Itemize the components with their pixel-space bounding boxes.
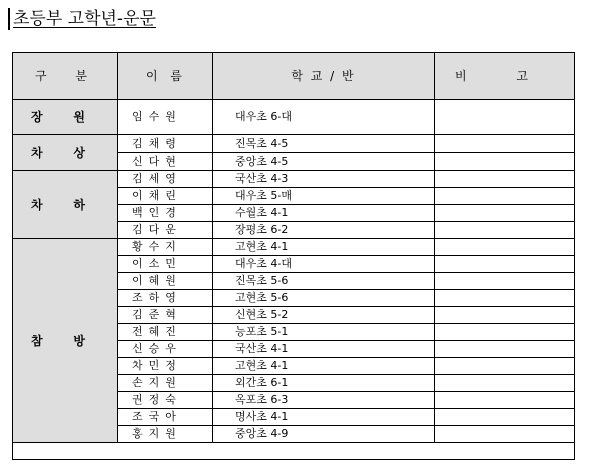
group-label-char: 하 [73, 197, 85, 212]
student-name: 손지원 [118, 375, 213, 392]
header-group-char-2: 분 [75, 69, 87, 83]
student-name: 임수원 [118, 100, 213, 135]
school-class: 옥포초 6-3 [213, 392, 435, 409]
school-class: 중앙초 4-5 [213, 153, 435, 171]
note-cell [435, 153, 575, 171]
student-name: 황수지 [118, 239, 213, 256]
header-note-char-2: 고 [516, 69, 528, 83]
school-class: 수월초 4-1 [213, 205, 435, 222]
group-label-char: 원 [73, 110, 85, 124]
group-label-cell [13, 100, 118, 135]
note-cell [435, 256, 575, 273]
empty-footer-row [13, 443, 575, 460]
note-cell [435, 392, 575, 409]
header-name-char-2: 름 [170, 69, 182, 83]
group-label-cell [13, 171, 118, 239]
student-name: 이혜원 [118, 273, 213, 290]
group-label-char: 차 [31, 197, 43, 212]
note-cell [435, 135, 575, 153]
school-class: 명사초 4-1 [213, 409, 435, 426]
header-row [13, 53, 575, 100]
group-label-char: 상 [73, 145, 85, 160]
roster-body [13, 100, 575, 443]
school-class: 대우초 4-대 [213, 256, 435, 273]
note-cell [435, 290, 575, 307]
page-title: 초등부 고학년-운문 [8, 8, 156, 30]
note-cell [435, 239, 575, 256]
note-cell [435, 324, 575, 341]
group-label-char: 장 [31, 110, 43, 124]
note-cell [435, 171, 575, 188]
header-name [118, 53, 213, 100]
student-name: 조국아 [118, 409, 213, 426]
student-name: 전혜진 [118, 324, 213, 341]
student-name: 신승우 [118, 341, 213, 358]
student-name: 조하영 [118, 290, 213, 307]
student-name: 김채령 [118, 135, 213, 153]
note-cell [435, 222, 575, 239]
table-row [13, 171, 575, 188]
group-label-char: 참 [31, 333, 43, 348]
header-group [13, 53, 118, 100]
note-cell [435, 409, 575, 426]
school-class: 신현초 5-2 [213, 307, 435, 324]
school-class: 진목초 5-6 [213, 273, 435, 290]
table-row [13, 239, 575, 256]
student-name: 백인경 [118, 205, 213, 222]
school-class: 대우초 5-매 [213, 188, 435, 205]
group-label-char: 방 [73, 333, 85, 348]
roster-table [12, 52, 575, 460]
header-school: 학 교 / 반 [213, 53, 435, 100]
student-name: 차민정 [118, 358, 213, 375]
school-class: 고현초 4-1 [213, 239, 435, 256]
student-name: 권정숙 [118, 392, 213, 409]
student-name: 김세영 [118, 171, 213, 188]
student-name: 신다현 [118, 153, 213, 171]
school-class: 진목초 4-5 [213, 135, 435, 153]
empty-footer-cell [13, 443, 575, 460]
school-class: 고현초 4-1 [213, 358, 435, 375]
school-class: 고현초 5-6 [213, 290, 435, 307]
note-cell [435, 375, 575, 392]
note-cell [435, 341, 575, 358]
note-cell [435, 426, 575, 443]
header-group-char-1: 구 [35, 69, 47, 83]
school-class: 외간초 6-1 [213, 375, 435, 392]
group-label-cell [13, 135, 118, 171]
note-cell [435, 307, 575, 324]
group-label-char: 차 [31, 145, 43, 160]
student-name: 이소민 [118, 256, 213, 273]
table-row [13, 100, 575, 135]
note-cell [435, 188, 575, 205]
header-note-char-1: 비 [455, 69, 467, 83]
header-name-char-1: 이 [146, 69, 158, 83]
school-class: 중앙초 4-9 [213, 426, 435, 443]
school-class: 국산초 4-1 [213, 341, 435, 358]
student-name: 김다운 [118, 222, 213, 239]
group-label-cell [13, 239, 118, 443]
header-note [435, 53, 575, 100]
student-name: 이채린 [118, 188, 213, 205]
note-cell [435, 358, 575, 375]
note-cell [435, 100, 575, 135]
student-name: 김준혁 [118, 307, 213, 324]
school-class: 국산초 4-3 [213, 171, 435, 188]
school-class: 대우초 6-대 [213, 100, 435, 135]
note-cell [435, 273, 575, 290]
school-class: 장평초 6-2 [213, 222, 435, 239]
table-row [13, 135, 575, 153]
note-cell [435, 205, 575, 222]
student-name: 홍지원 [118, 426, 213, 443]
school-class: 능포초 5-1 [213, 324, 435, 341]
